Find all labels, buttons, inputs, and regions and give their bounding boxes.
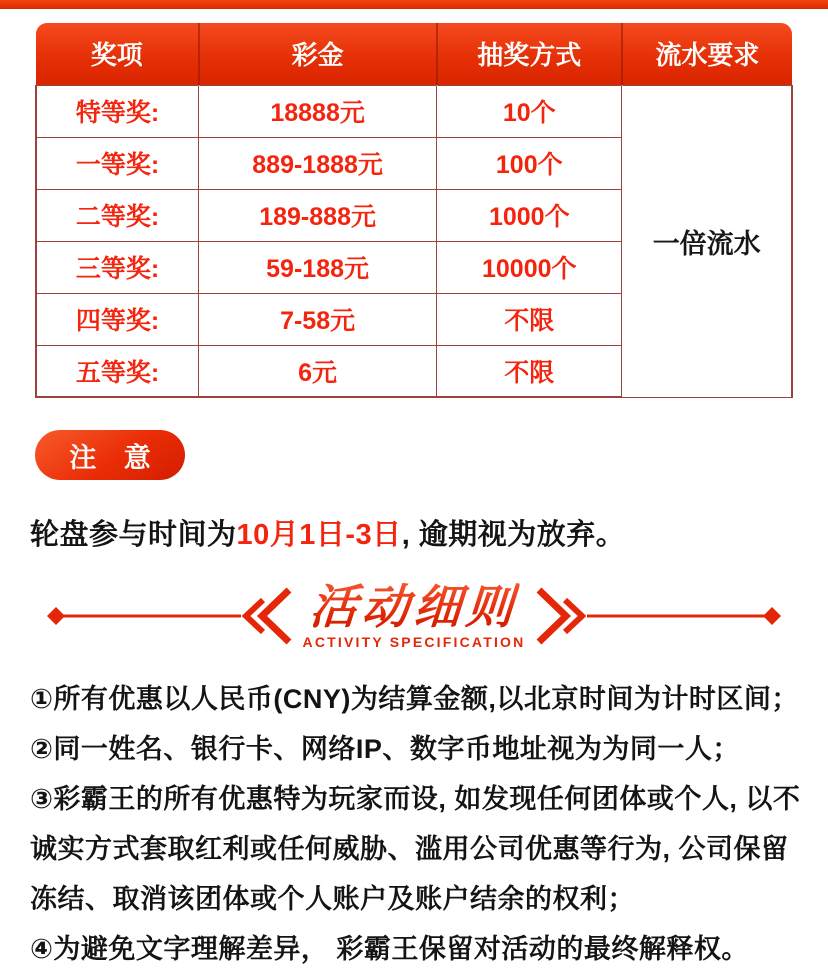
prize-draw: 10000个 xyxy=(437,241,622,293)
rule-item-1: ①所有优惠以人民币(CNY)为结算金额,以北京时间为计时区间； xyxy=(30,684,799,714)
rules-list xyxy=(30,674,804,974)
notice-text-suffix: , 逾期视为放弃。 xyxy=(401,519,626,551)
prize-bonus: 6元 xyxy=(199,345,437,397)
header-bonus: 彩金 xyxy=(199,23,437,85)
prize-name: 一等奖: xyxy=(36,137,199,189)
prize-name: 三等奖: xyxy=(36,241,199,293)
prize-bonus: 189-888元 xyxy=(199,189,437,241)
prize-name: 特等奖: xyxy=(36,85,199,137)
notice-date-highlight: 10月1日-3日 xyxy=(236,519,402,551)
prize-name: 五等奖: xyxy=(36,345,199,397)
section-subtitle: ACTIVITY SPECIFICATION xyxy=(302,634,526,651)
section-title: 活动细则 xyxy=(308,580,520,633)
header-turnover: 流水要求 xyxy=(622,23,792,85)
notice-badge: 注 意 xyxy=(35,430,185,480)
prize-draw: 不限 xyxy=(437,293,622,345)
prize-table xyxy=(35,23,793,398)
left-arrow-decoration-icon xyxy=(45,585,293,647)
rule-item-3: ③彩霸王的所有优惠特为玩家而设, 如发现任何团体或个人, 以不诚实方式套取红利或任何威胁、滥用公司优惠等行为, 公司保留冻结、取消该团体或个人账户及账户结余的权利； xyxy=(30,784,801,914)
prize-draw: 不限 xyxy=(437,345,622,397)
prize-name: 二等奖: xyxy=(36,189,199,241)
prize-draw: 1000个 xyxy=(437,189,622,241)
section-title-block xyxy=(303,582,526,650)
prize-bonus: 59-188元 xyxy=(199,241,437,293)
rule-item-2: ②同一姓名、银行卡、网络IP、数字币地址视为为同一人； xyxy=(30,734,740,764)
section-header xyxy=(0,582,828,650)
table-header-row xyxy=(36,23,792,85)
notice-text xyxy=(30,512,810,553)
prize-name: 四等奖: xyxy=(36,293,199,345)
header-prize: 奖项 xyxy=(36,23,199,85)
header-draw: 抽奖方式 xyxy=(437,23,622,85)
prize-draw: 100个 xyxy=(437,137,622,189)
prize-draw: 10个 xyxy=(437,85,622,137)
notice-text-prefix: 轮盘参与时间为 xyxy=(30,519,237,551)
prize-bonus: 18888元 xyxy=(199,85,437,137)
turnover-requirement-cell: 一倍流水 xyxy=(622,85,792,397)
top-banner-strip xyxy=(0,0,828,9)
right-arrow-decoration-icon xyxy=(535,585,783,647)
rule-item-4: ④为避免文字理解差异， 彩霸王保留对活动的最终解释权。 xyxy=(30,934,749,964)
prize-bonus: 889-1888元 xyxy=(199,137,437,189)
table-row xyxy=(36,85,792,137)
prize-bonus: 7-58元 xyxy=(199,293,437,345)
